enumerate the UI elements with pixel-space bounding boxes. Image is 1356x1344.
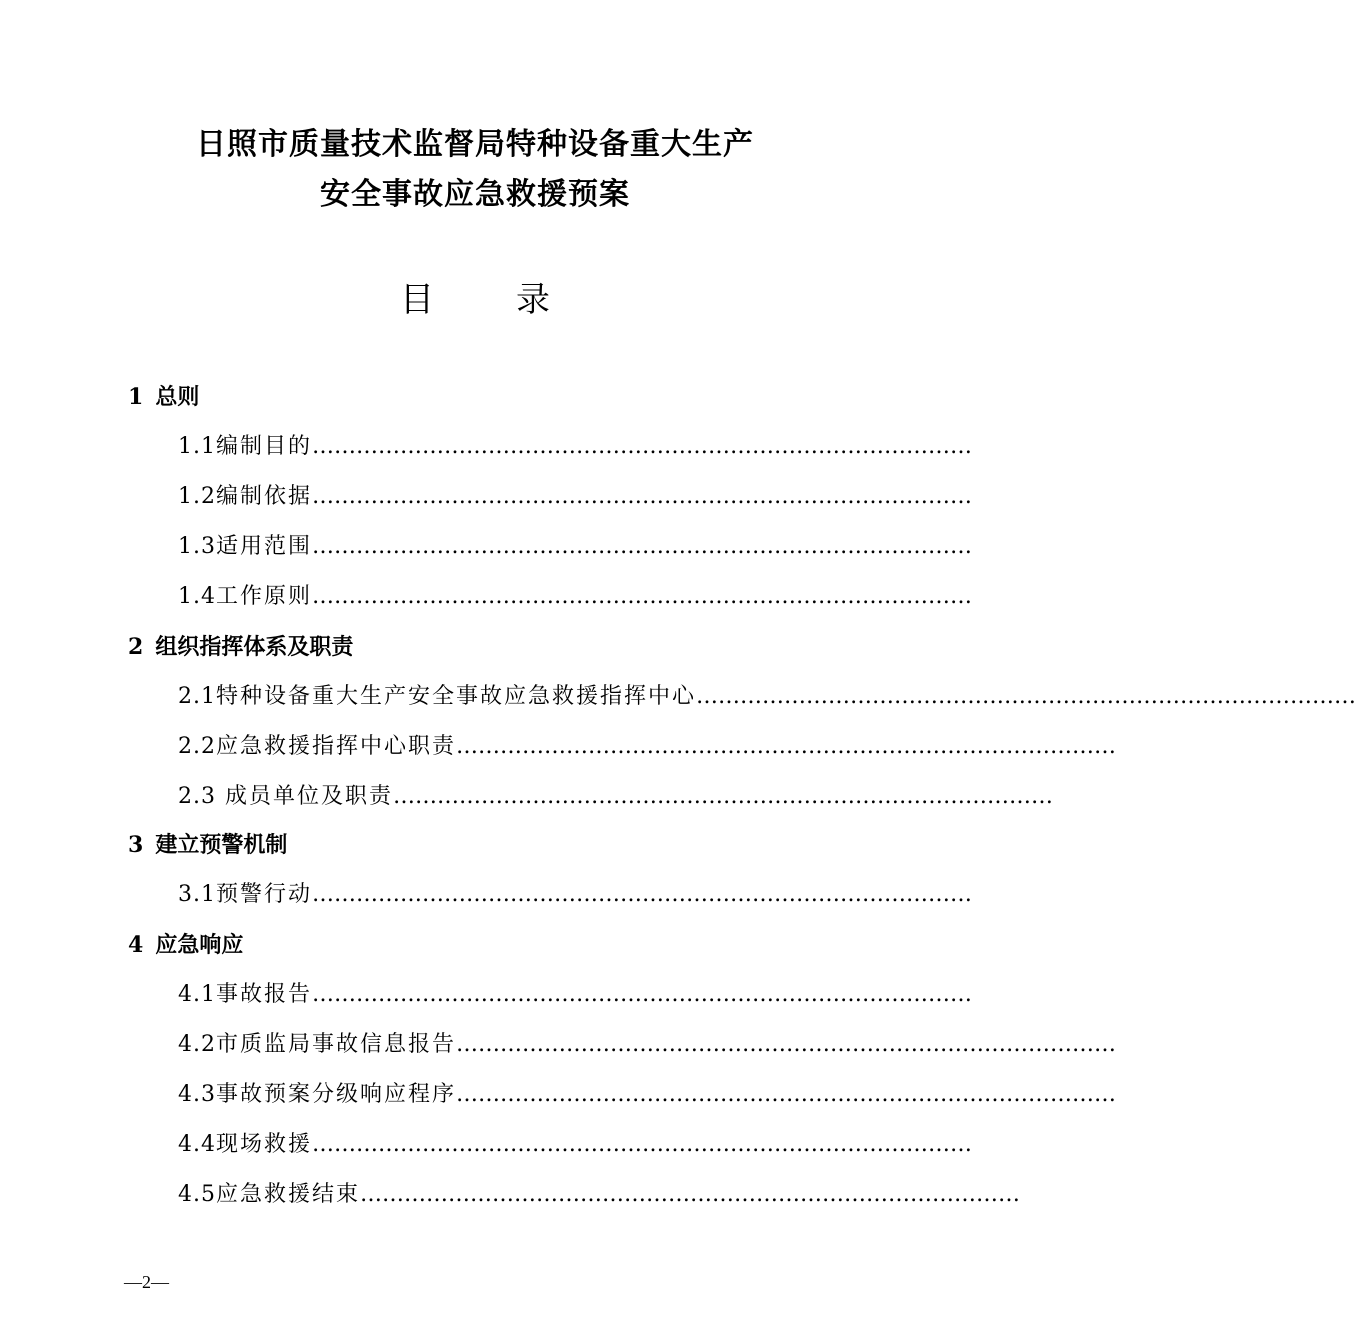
toc-entry-4-1[interactable]: [178, 980, 973, 1010]
toc-section-number: 1: [128, 384, 144, 410]
toc-entry-number: 4.3: [178, 1082, 216, 1107]
toc-entry-4-3[interactable]: [178, 1080, 1117, 1110]
toc-entry-1-2[interactable]: [178, 482, 973, 512]
toc-entry-2-1[interactable]: [178, 682, 1356, 712]
toc-entry-2-2[interactable]: [178, 732, 1117, 762]
toc-entry-number: 4.1: [178, 982, 216, 1007]
document-title-line-2: 安全事故应急救援预案: [320, 177, 630, 212]
toc-entry-title: 现场救援: [216, 1132, 313, 1157]
toc-entry-title: 事故报告: [216, 982, 313, 1007]
toc-entry-number: 1.2: [178, 484, 216, 509]
toc-section-title: 组织指挥体系及职责: [155, 634, 354, 660]
toc-leader-dots: ………………………………………………………………………………: [312, 882, 973, 907]
toc-leader-dots: ………………………………………………………………………………: [360, 1182, 1021, 1207]
toc-entry-number: 4.2: [178, 1032, 216, 1057]
toc-leader-dots: ………………………………………………………………………………: [312, 1132, 973, 1157]
toc-leader-dots: ………………………………………………………………………………: [312, 484, 973, 509]
toc-entry-title: 预警行动: [216, 882, 313, 907]
page-number: —2—: [124, 1272, 169, 1292]
toc-leader-dots: ………………………………………………………………………………: [456, 1032, 1117, 1057]
toc-entry-title: 事故预案分级响应程序: [216, 1082, 457, 1107]
toc-section-number: 3: [128, 832, 144, 858]
toc-entry-3-1[interactable]: [178, 880, 973, 910]
toc-entry-number: 3.1: [178, 882, 216, 907]
toc-entry-title: 编制依据: [216, 484, 313, 509]
toc-section-1[interactable]: [128, 382, 199, 412]
document-title-line-1: 日照市质量技术监督局特种设备重大生产: [196, 127, 754, 162]
toc-section-title: 建立预警机制: [155, 832, 288, 858]
toc-entry-number: 1.4: [178, 584, 216, 609]
toc-leader-dots: ………………………………………………………………………………: [312, 534, 973, 559]
toc-entry-1-1[interactable]: [178, 432, 973, 462]
toc-section-number: 4: [128, 932, 144, 958]
toc-entry-title: 成员单位及职责: [216, 784, 393, 809]
toc-leader-dots: ………………………………………………………………………………: [312, 982, 973, 1007]
toc-heading-char-1: 目: [400, 280, 434, 320]
toc-entry-number: 2.2: [178, 734, 216, 759]
toc-entry-title: 应急救援指挥中心职责: [216, 734, 457, 759]
toc-leader-dots: ………………………………………………………………………………: [456, 1082, 1117, 1107]
toc-entry-4-2[interactable]: [178, 1030, 1117, 1060]
toc-section-title: 总则: [155, 384, 200, 410]
toc-leader-dots: ………………………………………………………………………………: [393, 784, 1053, 809]
toc-leader-dots: ………………………………………………………………………………: [696, 684, 1356, 709]
toc-leader-dots: ………………………………………………………………………………: [312, 434, 973, 459]
toc-entry-4-4[interactable]: [178, 1130, 973, 1160]
toc-entry-number: 2.3: [178, 784, 216, 809]
toc-entry-4-5[interactable]: [178, 1180, 1021, 1210]
toc-heading-char-2: 录: [516, 280, 550, 320]
toc-section-3[interactable]: [128, 830, 287, 860]
toc-heading: [0, 280, 950, 320]
toc-entry-title: 特种设备重大生产安全事故应急救援指挥中心: [216, 684, 697, 709]
toc-entry-1-4[interactable]: [178, 582, 973, 612]
toc-section-4[interactable]: [128, 930, 243, 960]
toc-leader-dots: ………………………………………………………………………………: [456, 734, 1117, 759]
toc-entry-number: 1.1: [178, 434, 216, 459]
toc-section-number: 2: [128, 634, 144, 660]
toc-entry-1-3[interactable]: [178, 532, 973, 562]
toc-entry-title: 应急救援结束: [216, 1182, 361, 1207]
toc-entry-2-3[interactable]: [178, 782, 1053, 812]
toc-entry-number: 1.3: [178, 534, 216, 559]
toc-section-title: 应急响应: [155, 932, 244, 958]
toc-leader-dots: ………………………………………………………………………………: [312, 584, 973, 609]
toc-entry-title: 适用范围: [216, 534, 313, 559]
toc-entry-title: 市质监局事故信息报告: [216, 1032, 457, 1057]
toc-entry-number: 4.4: [178, 1132, 216, 1157]
toc-section-2[interactable]: [128, 632, 353, 662]
toc-entry-number: 4.5: [178, 1182, 216, 1207]
toc-entry-title: 编制目的: [216, 434, 313, 459]
toc-entry-number: 2.1: [178, 684, 216, 709]
toc-entry-title: 工作原则: [216, 584, 313, 609]
